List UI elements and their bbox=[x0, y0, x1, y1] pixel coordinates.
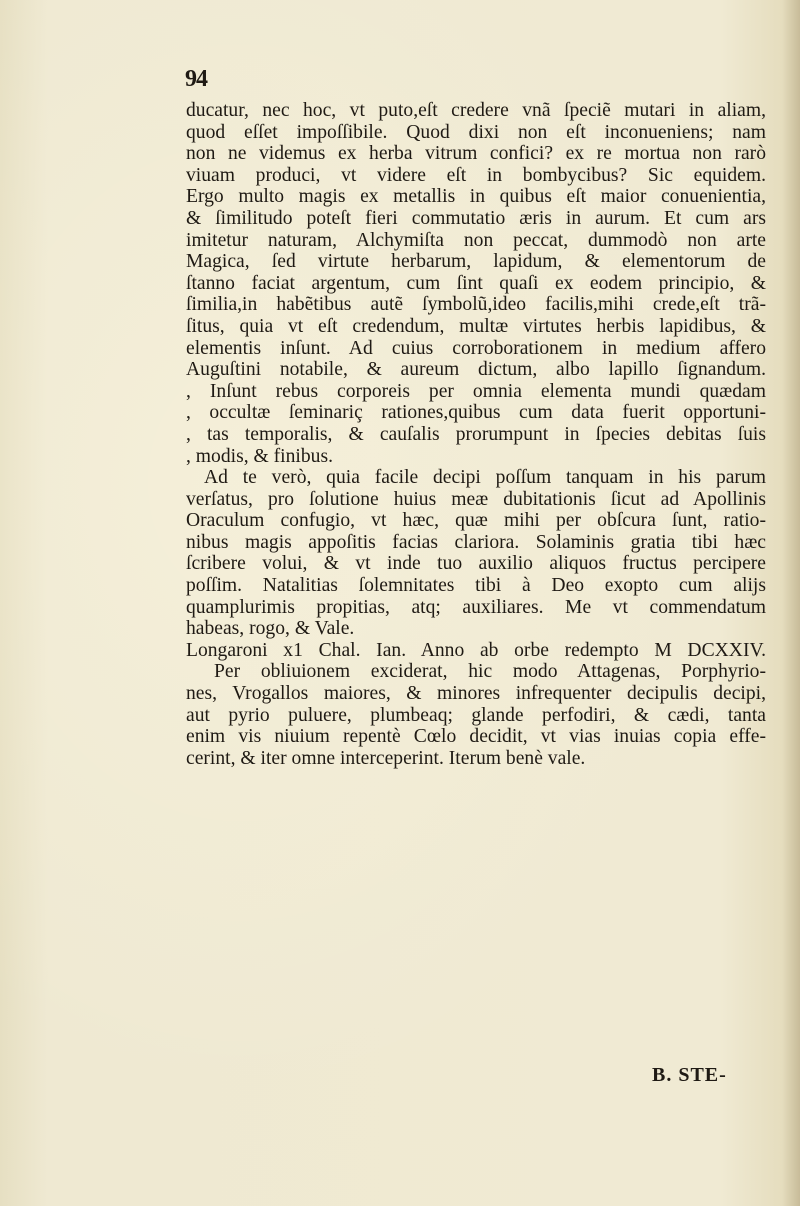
postscript-line: aut pyrio puluere, plumbeaq; glande perfodiri, & cædi, tanta bbox=[186, 704, 766, 726]
text-line: Ad te verò, quia facile decipi poſſum tanquam in his parum bbox=[204, 467, 766, 489]
text-line: ſitus, quia vt eſt credendum, multæ virtutes herbis lapidibus, & bbox=[186, 315, 766, 337]
text-line: Ergo multo magis ex metallis in quibus eſt maior conuenientia, bbox=[186, 186, 766, 208]
quote-line: , occultæ ſeminariç rationes,quibus cum data fuerit opportuni- bbox=[186, 402, 766, 424]
quote-line: , Inſunt rebus corporeis per omnia elementa mundi quædam bbox=[186, 380, 766, 402]
postscript-line: nes, Vrogallos maiores, & minores infrequenter decipulis decipi, bbox=[186, 683, 766, 705]
text-line: elementis inſunt. Ad cuius corroborationem in medium affero bbox=[186, 337, 766, 359]
text-line: poſſim. Natalitias ſolemnitates tibi à Deo exopto cum alijs bbox=[186, 575, 766, 597]
text-line: Magica, ſed virtute herbarum, lapidum, & elementorum de bbox=[186, 251, 766, 273]
text-line: ſcribere volui, & vt inde tuo auxilio aliquos fructus percipere bbox=[186, 553, 766, 575]
quote-line: , modis, & finibus. bbox=[186, 445, 333, 467]
text-line: Oraculum confugio, vt hæc, quæ mihi per obſcura ſunt, ratio- bbox=[186, 510, 766, 532]
text-line: Auguſtini notabile, & aureum dictum, albo lapillo ſignandum. bbox=[186, 359, 766, 381]
body-text bbox=[186, 100, 766, 769]
text-line: ſimilia,in habẽtibus autẽ ſymbolũ,ideo facilis,mihi crede,eſt trã- bbox=[186, 294, 766, 316]
text-line: quod eſſet impoſſibile. Quod dixi non eſt inconueniens; nam bbox=[186, 121, 766, 143]
postscript-line: cerint, & iter omne interceperint. Iterum benè vale. bbox=[186, 747, 586, 769]
catchword: B. STE- bbox=[652, 1064, 727, 1086]
text-line: quamplurimis propitias, atq; auxiliares. Me vt commendatum bbox=[186, 596, 766, 618]
postscript-line: Per obliuionem exciderat, hic modo Attagenas, Porphyrio- bbox=[214, 661, 766, 683]
page-number: 94 bbox=[185, 66, 207, 92]
quote-line: , tas temporalis, & cauſalis prorumpunt in ſpecies debitas ſuis bbox=[186, 423, 766, 445]
postscript-line: enim vis niuium repentè Cœlo decidit, vt vias inuias copia effe- bbox=[186, 726, 766, 748]
page-edge-shadow bbox=[782, 0, 800, 1206]
text-line: non ne videmus ex herba vitrum confici? ex re mortua non rarò bbox=[186, 143, 766, 165]
text-line: & ſimilitudo poteſt fieri commutatio æris in aurum. Et cum ars bbox=[186, 207, 766, 229]
text-line: viuam produci, vt videre eſt in bombycibus? Sic equidem. bbox=[186, 164, 766, 186]
text-line: ducatur, nec hoc, vt puto,eſt credere vnã ſpeciẽ mutari in aliam, bbox=[186, 100, 766, 121]
text-line: ſtanno faciat argentum, cum ſint quaſi ex eodem principio, & bbox=[186, 272, 766, 294]
dateline: Longaroni x1 Chal. Ian. Anno ab orbe redempto M DCXXIV. bbox=[186, 639, 766, 661]
text-line: nibus magis appoſitis facias clariora. Solaminis gratia tibi hæc bbox=[186, 531, 766, 553]
text-line: verſatus, pro ſolutione huius meæ dubitationis ſicut ad Apollinis bbox=[186, 488, 766, 510]
text-line: imitetur naturam, Alchymiſta non peccat, dummodò non arte bbox=[186, 229, 766, 251]
text-line: habeas, rogo, & Vale. bbox=[186, 618, 355, 640]
